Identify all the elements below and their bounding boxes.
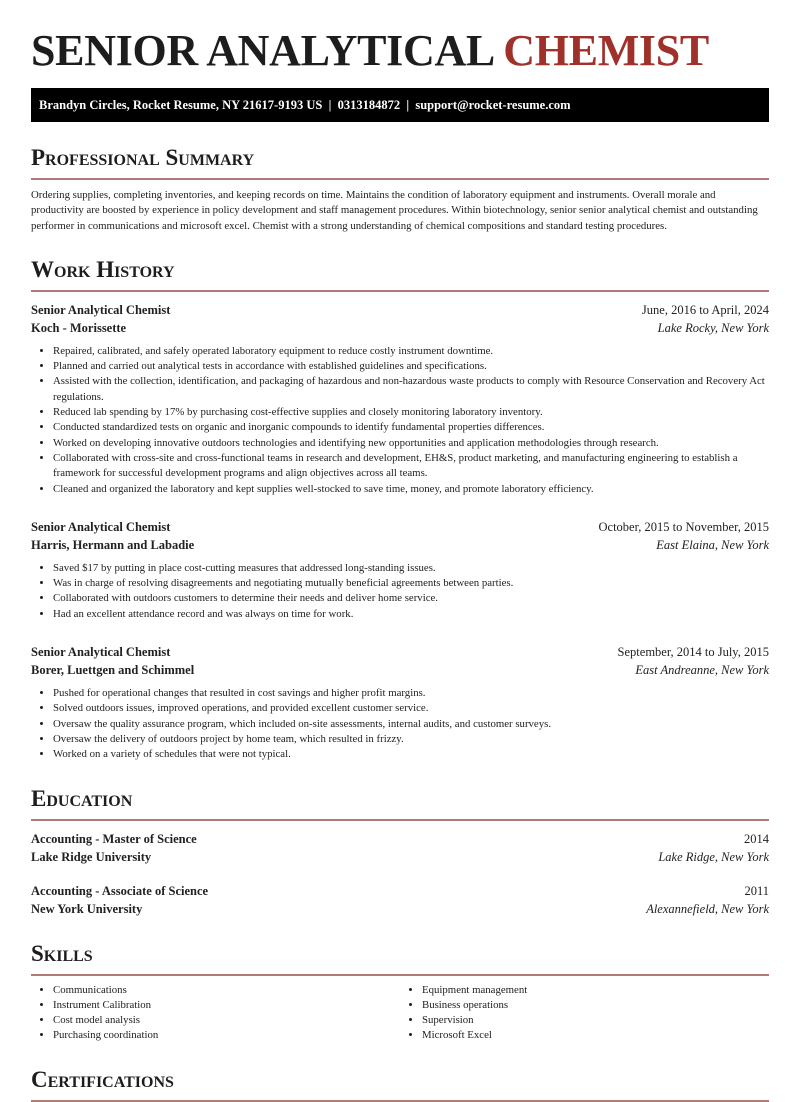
skill-item: • Business operations bbox=[422, 998, 769, 1013]
job-header-row bbox=[31, 518, 769, 536]
job-dates: September, 2014 to July, 2015 bbox=[617, 645, 769, 660]
section-divider bbox=[31, 974, 769, 976]
education-list bbox=[31, 830, 769, 918]
education-school-row bbox=[31, 848, 769, 866]
job-bullet: • Worked on a variety of schedules that were not typical. bbox=[53, 747, 769, 762]
section-title-summary: Professional Summary bbox=[31, 145, 255, 170]
title-accent: CHEMIST bbox=[503, 26, 709, 75]
education-degree: Accounting - Associate of Science bbox=[31, 883, 209, 898]
section-divider bbox=[31, 1100, 769, 1102]
job-bullet: • Planned and carried out analytical tests in accordance with established guidelines and specifications. bbox=[53, 359, 769, 374]
education-entry bbox=[31, 830, 769, 866]
skill-item: • Supervision bbox=[422, 1013, 769, 1028]
job-company: Borer, Luettgen and Schimmel bbox=[31, 663, 195, 678]
education-location: Lake Ridge, New York bbox=[658, 849, 769, 864]
contact-bar bbox=[31, 88, 769, 122]
skill-item: • Purchasing coordination bbox=[53, 1028, 400, 1043]
job-location: East Elaina, New York bbox=[656, 537, 769, 552]
job-company-row bbox=[31, 319, 769, 337]
job-bullet: • Cleaned and organized the laboratory and kept supplies well-stocked to save time, money, and promote laboratory efficiency. bbox=[53, 482, 769, 497]
job-bullets bbox=[31, 561, 769, 622]
section-title-education: Education bbox=[31, 785, 133, 811]
section-title-skills: Skills bbox=[31, 940, 93, 966]
summary-text: Ordering supplies, completing inventories, and keeping records on time. Maintains the condition of laboratory equipment and instruments. Overall morale and productivity are boosted by experience in policy development and staff management procedures. Within biotechnology, senior senior analytical chemist and outstanding performer in communications and microsoft excel. Chemist with a strong understanding of chemical compositions and standard testing procedures. bbox=[31, 189, 758, 232]
job-bullet: • Collaborated with cross-site and cross-functional teams in research and development, EH&S, product marketing, and manufacturing engineering to establish a framework for successful development programs and align objectives across all teams. bbox=[53, 451, 769, 482]
job-location: Lake Rocky, New York bbox=[657, 320, 769, 335]
section-title-certifications: Certifications bbox=[31, 1066, 174, 1092]
job-dates: June, 2016 to April, 2024 bbox=[641, 302, 769, 317]
skill-item: • Instrument Calibration bbox=[53, 998, 400, 1013]
section-title-work-history: Work History bbox=[31, 256, 175, 282]
job-bullet: • Was in charge of resolving disagreements and negotiating mutually beneficial agreements between parties. bbox=[53, 576, 769, 591]
job-location: East Andreanne, New York bbox=[635, 663, 769, 678]
job-bullet: • Pushed for operational changes that resulted in cost savings and higher profit margins. bbox=[53, 686, 769, 701]
skill-item: • Communications bbox=[53, 983, 400, 998]
job-bullets bbox=[31, 344, 769, 497]
title-main: SENIOR ANALYTICAL bbox=[31, 26, 493, 75]
job-bullet: • Assisted with the collection, identification, and packaging of hazardous and non-hazardous waste products to comply with Resource Conservation and Recovery Act regulations. bbox=[53, 374, 769, 405]
job-bullet: • Conducted standardized tests on organic and inorganic compounds to identify fundamental properties differences. bbox=[53, 420, 769, 435]
job-header-row bbox=[31, 643, 769, 661]
skill-item: • Cost model analysis bbox=[53, 1013, 400, 1028]
job-bullet: • Solved outdoors issues, improved operations, and provided excellent customer service. bbox=[53, 701, 769, 716]
education-degree: Accounting - Master of Science bbox=[31, 831, 197, 846]
job-bullet: • Reduced lab spending by 17% by purchasing cost-effective supplies and closely monitoring laboratory inventory. bbox=[53, 405, 769, 420]
section-divider bbox=[31, 178, 769, 180]
education-location: Alexannefield, New York bbox=[646, 901, 769, 916]
job-company-row bbox=[31, 536, 769, 554]
job-role: Senior Analytical Chemist bbox=[31, 519, 171, 534]
education-header-row bbox=[31, 830, 769, 848]
education-school: New York University bbox=[31, 901, 143, 916]
resume-title bbox=[31, 0, 769, 74]
education-school-row bbox=[31, 900, 769, 918]
job-bullet: • Collaborated with outdoors customers to determine their needs and deliver home service. bbox=[53, 591, 769, 606]
job-role: Senior Analytical Chemist bbox=[31, 302, 171, 317]
job-bullet: • Oversaw the delivery of outdoors project by home team, which resulted in frizzy. bbox=[53, 732, 769, 747]
education-entry bbox=[31, 882, 769, 918]
skill-item: • Equipment management bbox=[422, 983, 769, 998]
skill-item: • Microsoft Excel bbox=[422, 1028, 769, 1043]
education-year: 2011 bbox=[744, 883, 769, 898]
job-company: Harris, Hermann and Labadie bbox=[31, 537, 195, 552]
job-bullet: • Saved $17 by putting in place cost-cutting measures that addressed long-standing issues. bbox=[53, 561, 769, 576]
job-bullet: • Repaired, calibrated, and safely operated laboratory equipment to reduce costly instrument downtime. bbox=[53, 344, 769, 359]
section-divider bbox=[31, 819, 769, 821]
job-bullet: • Had an excellent attendance record and was always on time for work. bbox=[53, 607, 769, 622]
education-header-row bbox=[31, 882, 769, 900]
section-divider bbox=[31, 290, 769, 292]
job-bullet: • Worked on developing innovative outdoors technologies and identifying new opportunities and application methodologies through research. bbox=[53, 436, 769, 451]
job-bullet: • Oversaw the quality assurance program, which included on-site assessments, internal audits, and customer surveys. bbox=[53, 717, 769, 732]
job-company: Koch - Morissette bbox=[31, 320, 127, 335]
job-list bbox=[31, 301, 769, 763]
education-school: Lake Ridge University bbox=[31, 849, 152, 864]
job-header-row bbox=[31, 301, 769, 319]
job-entry bbox=[31, 518, 769, 622]
job-entry bbox=[31, 643, 769, 762]
job-bullets bbox=[31, 686, 769, 762]
job-company-row bbox=[31, 661, 769, 679]
education-year: 2014 bbox=[744, 831, 769, 846]
job-entry bbox=[31, 301, 769, 497]
contact-info: Brandyn Circles, Rocket Resume, NY 21617-9193 US | 0313184872 | support@rocket-resume.com bbox=[39, 98, 571, 112]
job-dates: October, 2015 to November, 2015 bbox=[598, 519, 769, 534]
job-role: Senior Analytical Chemist bbox=[31, 645, 171, 660]
